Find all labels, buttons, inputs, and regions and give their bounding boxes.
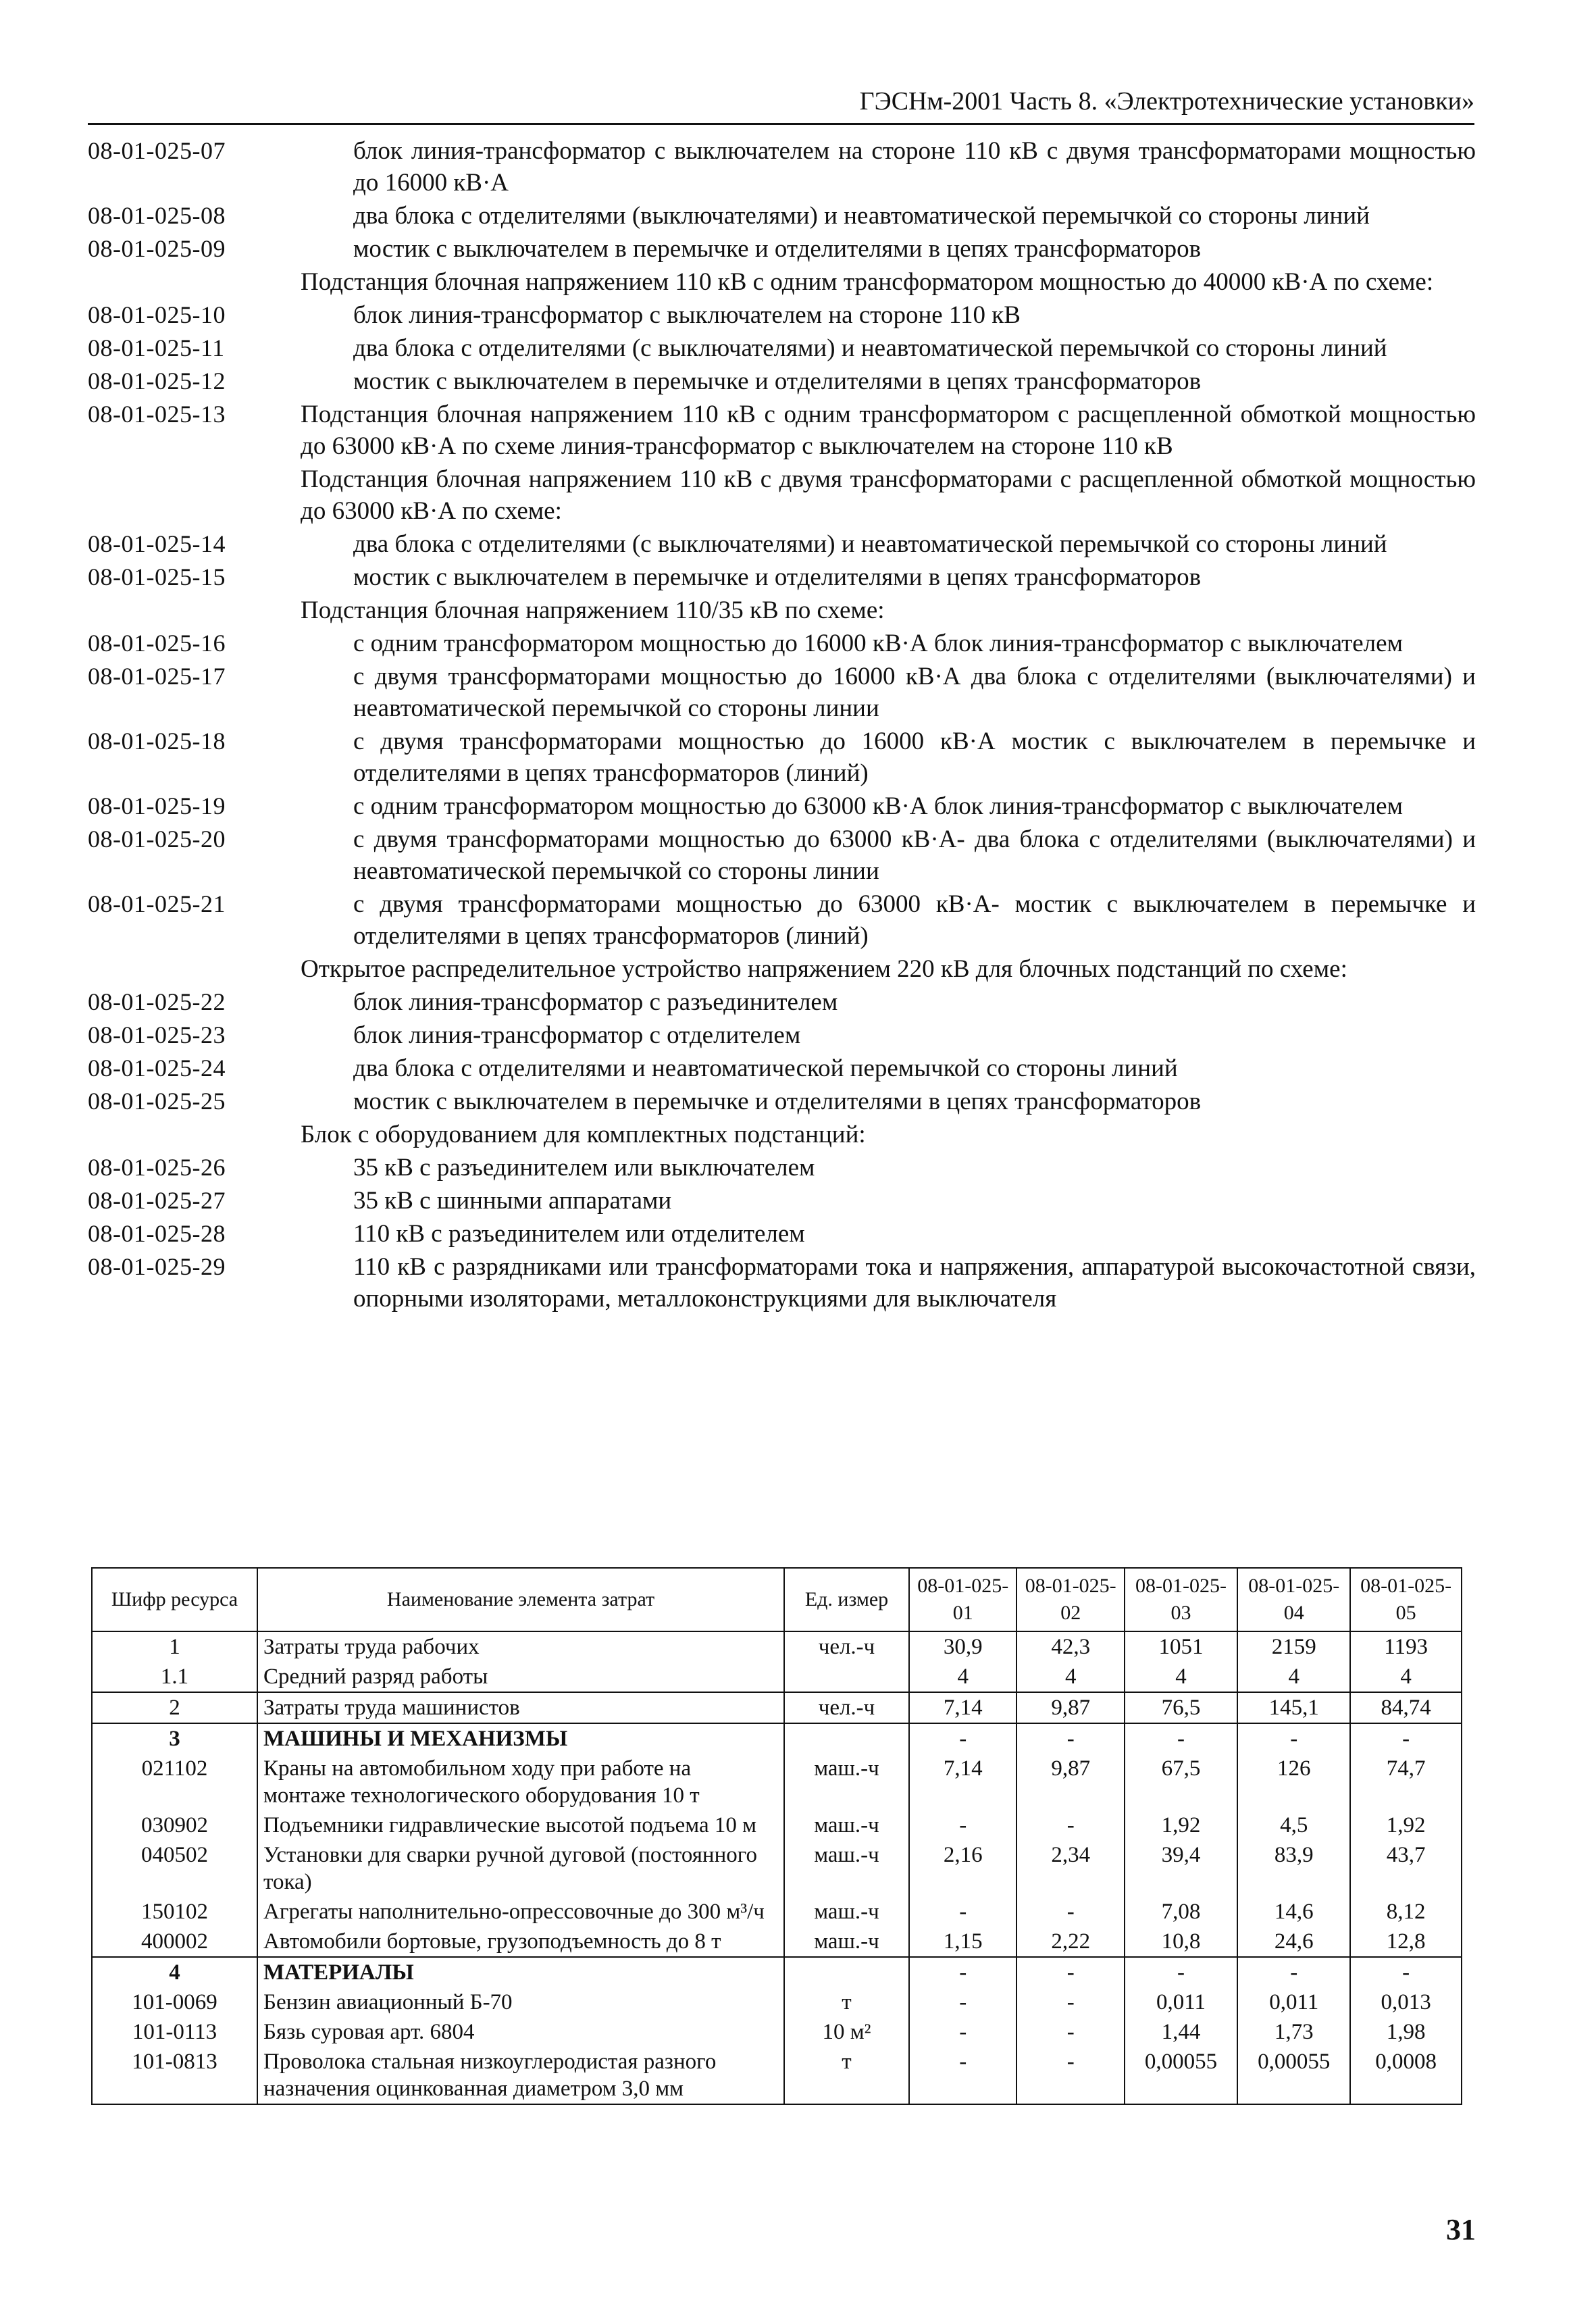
- cell-value: 0,00055: [1125, 2047, 1237, 2104]
- cell-name: Агрегаты наполнительно-опрессовочные до 300 м³/ч: [257, 1897, 784, 1927]
- entries-list: [88, 135, 1476, 1316]
- cell-name: Средний разряд работы: [257, 1662, 784, 1692]
- cell-value: 24,6: [1237, 1927, 1350, 1957]
- entry-code: 08-01-025-16: [88, 630, 226, 657]
- cell-code: 1.1: [92, 1662, 257, 1692]
- entry-text: с двумя трансформаторами мощностью до 16000 кВ·А мостик с выключателем в перемычке и отделителями в цепях трансформаторов (линий): [353, 728, 1476, 787]
- entry-row: [88, 726, 1476, 789]
- entry-row: [88, 233, 1476, 265]
- group-heading: [88, 266, 1476, 298]
- cell-value: -: [909, 1987, 1016, 2017]
- cell-value: -: [1016, 1957, 1124, 1987]
- cell-name: Автомобили бортовые, грузоподъемность до 8 т: [257, 1927, 784, 1957]
- cell-value: 1051: [1125, 1631, 1237, 1662]
- entry-row: [88, 986, 1476, 1018]
- cell-value: 9,87: [1016, 1754, 1124, 1810]
- cell-value: 67,5: [1125, 1754, 1237, 1810]
- cell-value: -: [1350, 1723, 1462, 1754]
- entry-row: [88, 1019, 1476, 1051]
- cell-value: -: [1350, 1957, 1462, 1987]
- entry-text: Подстанция блочная напряжением 110 кВ с одним трансформатором с расщепленной обмоткой мощностью до 63000 кВ·А по схеме линия-трансформатор с выключателем на стороне 110 кВ: [301, 401, 1476, 460]
- cell-code: 021102: [92, 1754, 257, 1810]
- cell-unit: [784, 1723, 909, 1754]
- cell-value: 1,92: [1125, 1810, 1237, 1840]
- cell-value: 0,0008: [1350, 2047, 1462, 2104]
- entry-row: [88, 1218, 1476, 1250]
- entry-text: блок линия-трансформатор с выключателем на стороне 110 кВ: [353, 301, 1021, 329]
- col-header-025-02: 08-01-025-02: [1016, 1568, 1124, 1631]
- entry-text: с двумя трансформаторами мощностью до 63000 кВ·А- мостик с выключателем в перемычке и отделителями в цепях трансформаторов (линий): [353, 890, 1476, 950]
- entry-code: 08-01-025-11: [88, 334, 225, 361]
- entry-row: [88, 561, 1476, 593]
- cell-unit: маш.-ч: [784, 1840, 909, 1897]
- col-header-025-03: 08-01-025-03: [1125, 1568, 1237, 1631]
- cell-unit: т: [784, 2047, 909, 2104]
- cell-value: -: [1237, 1957, 1350, 1987]
- cell-value: 42,3: [1016, 1631, 1124, 1662]
- cell-value: 30,9: [909, 1631, 1016, 1662]
- cell-value: -: [909, 2017, 1016, 2047]
- table-row: [92, 1723, 1462, 1754]
- cell-value: 126: [1237, 1754, 1350, 1810]
- cell-value: 7,08: [1125, 1897, 1237, 1927]
- cell-value: 2,22: [1016, 1927, 1124, 1957]
- cell-value: 145,1: [1237, 1692, 1350, 1723]
- cell-unit: т: [784, 1987, 909, 2017]
- cell-value: -: [1125, 1957, 1237, 1987]
- table-row: [92, 2017, 1462, 2047]
- cell-unit: [784, 1662, 909, 1692]
- entry-code: 08-01-025-23: [88, 1021, 226, 1048]
- table-row: [92, 1754, 1462, 1810]
- cell-name: Затраты труда рабочих: [257, 1631, 784, 1662]
- cell-value: -: [909, 1897, 1016, 1927]
- table-row: [92, 1692, 1462, 1723]
- table-row: [92, 1957, 1462, 1987]
- cell-value: 83,9: [1237, 1840, 1350, 1897]
- entry-text: мостик с выключателем в перемычке и отделителями в цепях трансформаторов: [353, 563, 1202, 591]
- entry-code: 08-01-025-09: [88, 235, 226, 262]
- cell-code: 040502: [92, 1840, 257, 1897]
- cell-value: 2,34: [1016, 1840, 1124, 1897]
- table-row: [92, 1840, 1462, 1897]
- cell-value: -: [1016, 1987, 1124, 2017]
- entry-code: 08-01-025-10: [88, 301, 226, 328]
- entry-code: 08-01-025-15: [88, 563, 226, 590]
- page-header: ГЭСНм-2001 Часть 8. «Электротехнические установки»: [88, 86, 1474, 125]
- col-header-code: Шифр ресурса: [92, 1568, 257, 1631]
- cell-unit: маш.-ч: [784, 1810, 909, 1840]
- table-row: [92, 1987, 1462, 2017]
- entry-code: 08-01-025-21: [88, 890, 226, 917]
- group-heading: [88, 1119, 1476, 1150]
- cell-value: 74,7: [1350, 1754, 1462, 1810]
- cell-value: 0,00055: [1237, 2047, 1350, 2104]
- entry-code: 08-01-025-17: [88, 663, 226, 690]
- cell-unit: маш.-ч: [784, 1927, 909, 1957]
- cell-name: Установки для сварки ручной дуговой (постоянного тока): [257, 1840, 784, 1897]
- cell-value: 1193: [1350, 1631, 1462, 1662]
- entry-text: 110 кВ с разрядниками или трансформаторами тока и напряжения, аппаратурой высокочастотной связи, опорными изоляторами, металлоконструкциями для выключателя: [353, 1253, 1476, 1313]
- entry-code: 08-01-025-28: [88, 1220, 226, 1247]
- cell-code: 1: [92, 1631, 257, 1662]
- cell-value: 8,12: [1350, 1897, 1462, 1927]
- cell-code: 2: [92, 1692, 257, 1723]
- entry-text: Открытое распределительное устройство напряжением 220 кВ для блочных подстанций по схеме:: [301, 955, 1347, 983]
- entry-row: [88, 1052, 1476, 1084]
- cell-value: 1,15: [909, 1927, 1016, 1957]
- cell-name: Краны на автомобильном ходу при работе на монтаже технологического оборудования 10 т: [257, 1754, 784, 1810]
- cell-name: МАТЕРИАЛЫ: [257, 1957, 784, 1987]
- table-row: [92, 1810, 1462, 1840]
- col-header-name: Наименование элемента затрат: [257, 1568, 784, 1631]
- table-row: [92, 1631, 1462, 1662]
- entry-code: 08-01-025-18: [88, 728, 226, 755]
- entry-code: 08-01-025-27: [88, 1187, 226, 1214]
- cell-code: 101-0069: [92, 1987, 257, 2017]
- entry-code: 08-01-025-20: [88, 825, 226, 853]
- cell-value: 2,16: [909, 1840, 1016, 1897]
- table-row: [92, 2047, 1462, 2104]
- cell-code: 030902: [92, 1810, 257, 1840]
- entry-code: 08-01-025-25: [88, 1088, 226, 1115]
- cell-value: -: [909, 2047, 1016, 2104]
- entry-text: два блока с отделителями (с выключателями) и неавтоматической перемычкой со стороны линий: [353, 334, 1387, 362]
- group-heading: [88, 594, 1476, 626]
- cell-value: 4,5: [1237, 1810, 1350, 1840]
- cell-value: 0,011: [1125, 1987, 1237, 2017]
- cell-value: 0,011: [1237, 1987, 1350, 2017]
- entry-row: [88, 823, 1476, 887]
- entry-code: 08-01-025-24: [88, 1054, 226, 1082]
- table-header-row: [92, 1568, 1462, 1631]
- entry-code: 08-01-025-26: [88, 1154, 226, 1181]
- group-heading: [88, 463, 1476, 527]
- entry-row: [88, 332, 1476, 364]
- entry-row: [88, 1185, 1476, 1217]
- entry-row: [88, 628, 1476, 659]
- entry-text: 35 кВ с шинными аппаратами: [353, 1187, 672, 1215]
- cell-value: 4: [1125, 1662, 1237, 1692]
- cell-value: -: [909, 1810, 1016, 1840]
- cell-unit: чел.-ч: [784, 1631, 909, 1662]
- cell-value: 7,14: [909, 1754, 1016, 1810]
- entry-text: с двумя трансформаторами мощностью до 63000 кВ·А- два блока с отделителями (выключателями) и неавтоматической перемычкой со стороны линии: [353, 825, 1476, 885]
- entry-row: [88, 1086, 1476, 1117]
- entry-row: [88, 1251, 1476, 1315]
- cell-name: Бензин авиационный Б-70: [257, 1987, 784, 2017]
- cell-value: 9,87: [1016, 1692, 1124, 1723]
- cell-value: -: [1016, 1897, 1124, 1927]
- cell-value: 4: [1016, 1662, 1124, 1692]
- cell-code: 150102: [92, 1897, 257, 1927]
- entry-text: два блока с отделителями (с выключателями) и неавтоматической перемычкой со стороны линий: [353, 530, 1387, 558]
- cell-code: 101-0113: [92, 2017, 257, 2047]
- cell-code: 400002: [92, 1927, 257, 1957]
- entry-row: [88, 790, 1476, 822]
- cell-value: -: [1237, 1723, 1350, 1754]
- cell-value: 39,4: [1125, 1840, 1237, 1897]
- entry-row: [88, 888, 1476, 952]
- entry-text: Подстанция блочная напряжением 110 кВ с одним трансформатором мощностью до 40000 кВ·А по схеме:: [301, 268, 1434, 296]
- cell-value: -: [1016, 2017, 1124, 2047]
- cell-value: 1,98: [1350, 2017, 1462, 2047]
- cell-value: 1,73: [1237, 2017, 1350, 2047]
- cell-value: -: [1016, 2047, 1124, 2104]
- cell-value: 43,7: [1350, 1840, 1462, 1897]
- cell-name: Затраты труда машинистов: [257, 1692, 784, 1723]
- entry-text: Подстанция блочная напряжением 110 кВ с двумя трансформаторами с расщепленной обмоткой мощностью до 63000 кВ·А по схеме:: [301, 465, 1476, 525]
- cell-value: 4: [1237, 1662, 1350, 1692]
- cell-name: Проволока стальная низкоуглеродистая разного назначения оцинкованная диаметром 3,0 мм: [257, 2047, 784, 2104]
- entry-code: 08-01-025-22: [88, 988, 226, 1015]
- cell-unit: маш.-ч: [784, 1897, 909, 1927]
- cell-value: -: [1125, 1723, 1237, 1754]
- page-number: 31: [1446, 2213, 1476, 2246]
- entry-row: [88, 661, 1476, 724]
- cell-value: 1,92: [1350, 1810, 1462, 1840]
- entry-code: 08-01-025-13: [88, 401, 226, 428]
- col-header-025-01: 08-01-025-01: [909, 1568, 1016, 1631]
- entry-text: с одним трансформатором мощностью до 63000 кВ·А блок линия-трансформатор с выключателем: [353, 792, 1403, 820]
- cell-value: 2159: [1237, 1631, 1350, 1662]
- entry-text: с одним трансформатором мощностью до 16000 кВ·А блок линия-трансформатор с выключателем: [353, 630, 1403, 657]
- cell-value: 10,8: [1125, 1927, 1237, 1957]
- col-header-025-05: 08-01-025-05: [1350, 1568, 1462, 1631]
- entry-code: 08-01-025-12: [88, 367, 226, 395]
- group-heading: [88, 953, 1476, 985]
- cell-value: 14,6: [1237, 1897, 1350, 1927]
- cell-value: -: [909, 1957, 1016, 1987]
- entry-row: [88, 299, 1476, 331]
- entry-code: 08-01-025-29: [88, 1253, 226, 1280]
- cell-value: 12,8: [1350, 1927, 1462, 1957]
- entry-text: Блок с оборудованием для комплектных подстанций:: [301, 1121, 866, 1148]
- entry-row: [88, 1152, 1476, 1184]
- entry-row: [88, 365, 1476, 397]
- cell-name: Бязь суровая арт. 6804: [257, 2017, 784, 2047]
- cell-code: 4: [92, 1957, 257, 1987]
- cell-value: -: [1016, 1810, 1124, 1840]
- entry-text: мостик с выключателем в перемычке и отделителями в цепях трансформаторов: [353, 235, 1202, 263]
- cell-unit: [784, 1957, 909, 1987]
- entry-code: 08-01-025-08: [88, 202, 226, 229]
- cell-code: 101-0813: [92, 2047, 257, 2104]
- entry-row: [88, 135, 1476, 199]
- entry-code: 08-01-025-07: [88, 137, 226, 164]
- cell-unit: 10 м²: [784, 2017, 909, 2047]
- table-row: [92, 1927, 1462, 1957]
- entry-row: [88, 528, 1476, 560]
- resource-table: [91, 1567, 1462, 2105]
- cell-value: 7,14: [909, 1692, 1016, 1723]
- table-row: [92, 1662, 1462, 1692]
- cell-name: Подъемники гидравлические высотой подъема 10 м: [257, 1810, 784, 1840]
- entry-text: с двумя трансформаторами мощностью до 16000 кВ·А два блока с отделителями (выключателями) и неавтоматической перемычкой со стороны линии: [353, 663, 1476, 722]
- cell-value: 84,74: [1350, 1692, 1462, 1723]
- entry-code: 08-01-025-14: [88, 530, 226, 557]
- cell-name: МАШИНЫ И МЕХАНИЗМЫ: [257, 1723, 784, 1754]
- entry-text: блок линия-трансформатор с разъединителем: [353, 988, 838, 1016]
- cell-value: -: [1016, 1723, 1124, 1754]
- entry-row: [88, 399, 1476, 462]
- cell-value: 4: [909, 1662, 1016, 1692]
- entry-text: блок линия-трансформатор с отделителем: [353, 1021, 801, 1049]
- entry-text: Подстанция блочная напряжением 110/35 кВ по схеме:: [301, 596, 885, 624]
- cell-value: 4: [1350, 1662, 1462, 1692]
- entry-text: 110 кВ с разъединителем или отделителем: [353, 1220, 805, 1248]
- cell-value: 0,013: [1350, 1987, 1462, 2017]
- cell-unit: чел.-ч: [784, 1692, 909, 1723]
- entry-text: мостик с выключателем в перемычке и отделителями в цепях трансформаторов: [353, 367, 1202, 395]
- cell-unit: маш.-ч: [784, 1754, 909, 1810]
- col-header-025-04: 08-01-025-04: [1237, 1568, 1350, 1631]
- entry-text: два блока с отделителями и неавтоматической перемычкой со стороны линий: [353, 1054, 1178, 1082]
- entry-code: 08-01-025-19: [88, 792, 226, 819]
- cell-value: 1,44: [1125, 2017, 1237, 2047]
- cell-value: -: [909, 1723, 1016, 1754]
- entry-row: [88, 200, 1476, 232]
- cell-value: 76,5: [1125, 1692, 1237, 1723]
- entry-text: блок линия-трансформатор с выключателем на стороне 110 кВ с двумя трансформаторами мощностью до 16000 кВ·А: [353, 137, 1476, 197]
- entry-text: 35 кВ с разъединителем или выключателем: [353, 1154, 815, 1181]
- entry-text: два блока с отделителями (выключателями) и неавтоматической перемычкой со стороны линий: [353, 202, 1370, 230]
- table-row: [92, 1897, 1462, 1927]
- col-header-unit: Ед. измер: [784, 1568, 909, 1631]
- entry-text: мостик с выключателем в перемычке и отделителями в цепях трансформаторов: [353, 1088, 1202, 1115]
- cell-code: 3: [92, 1723, 257, 1754]
